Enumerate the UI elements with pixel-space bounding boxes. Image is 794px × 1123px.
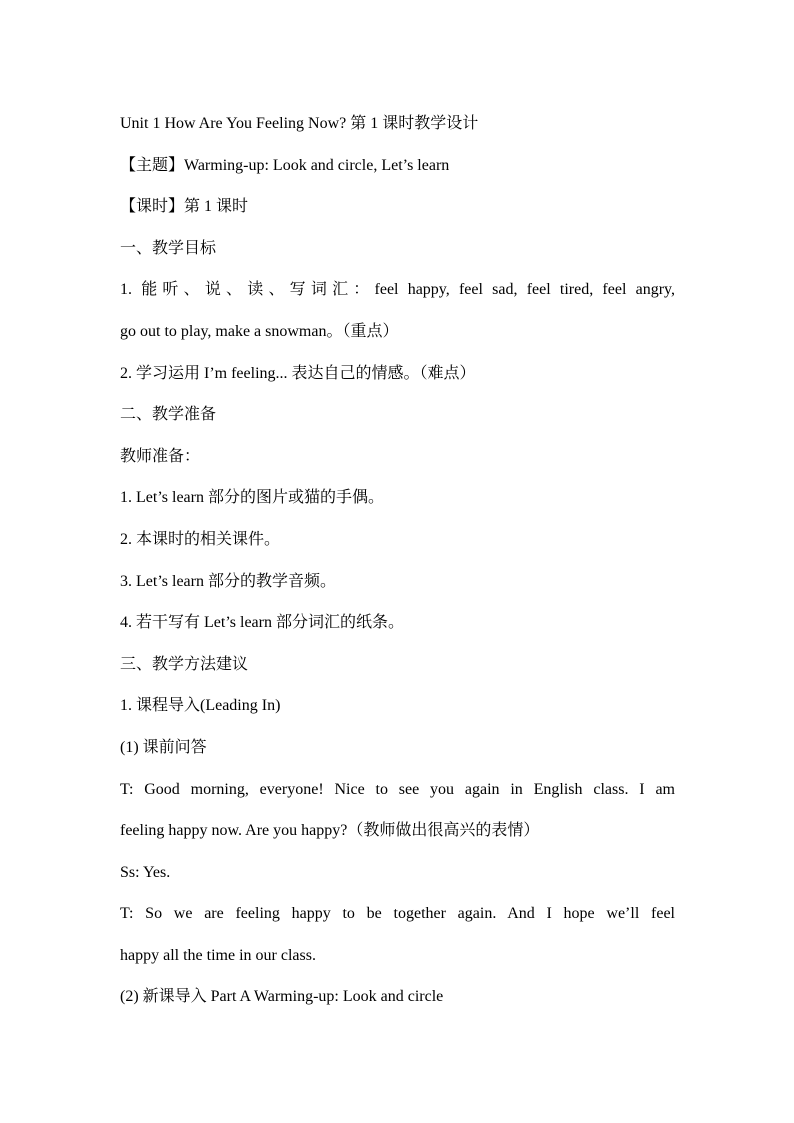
section-heading-preparation: 二、教学准备 [120,406,217,424]
lesson-period-line: 【课时】第 1 课时 [120,198,249,216]
teacher-preparation-label: 教师准备： [120,447,201,465]
document-body [120,103,675,1018]
dialogue-line: T: Good morning, everyone! Nice to see you again in English class. I am [120,780,675,798]
dialogue-line: happy all the time in our class. [120,946,316,964]
document-title: Unit 1 How Are You Feeling Now? 第 1 课时教学设计 [120,115,479,132]
objective-2: 2. 学习运用 I’m feeling... 表达自己的情感。（难点） [120,364,476,382]
preparation-item-4: 4. 若干写有 Let’s learn 部分词汇的纸条。 [120,614,404,632]
section-heading-methods: 三、教学方法建议 [120,655,249,673]
topic-line: 【主题】Warming-up: Look and circle, Let’s learn [120,156,450,174]
preparation-item-2: 2. 本课时的相关课件。 [120,530,281,548]
objective-1: 1. 能听、说、读、写词汇：feel happy, feel sad, feel tired, feel angry, [120,281,675,299]
sub-step-2: (2) 新课导入 Part A Warming-up: Look and circle [120,988,444,1006]
section-heading-objectives: 一、教学目标 [120,239,217,257]
dialogue-line: feeling happy now. Are you happy?（教师做出很高兴的表情） [120,822,540,840]
sub-step-1: (1) 课前问答 [120,738,207,756]
objective-1-continued: go out to play, make a snowman。（重点） [120,322,399,340]
preparation-item-3: 3. Let’s learn 部分的教学音频。 [120,572,336,590]
dialogue-line: T: So we are feeling happy to be together again. And I hope we’ll feel [120,905,675,923]
method-leading-in: 1. 课程导入(Leading In) [120,697,281,715]
preparation-item-1: 1. Let’s learn 部分的图片或猫的手偶。 [120,489,384,507]
dialogue-line: Ss: Yes. [120,863,171,881]
